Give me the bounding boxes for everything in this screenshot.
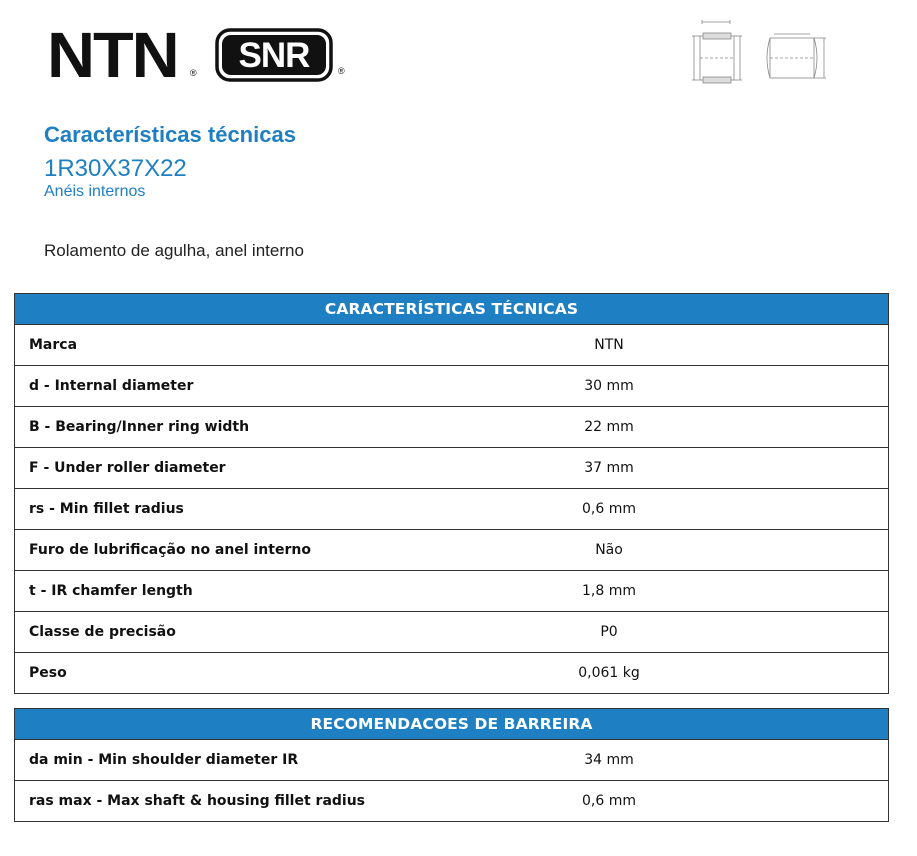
row-value: 34 mm <box>584 752 634 768</box>
row-label: Marca <box>29 337 78 353</box>
table-row <box>15 406 888 447</box>
table-row <box>15 324 888 365</box>
row-value: 30 mm <box>584 378 634 394</box>
table-row <box>15 488 888 529</box>
row-value: Não <box>595 542 623 558</box>
snr-logo-badge <box>215 28 335 82</box>
row-value: NTN <box>594 337 624 353</box>
row-label: da min - Min shoulder diameter IR <box>29 752 299 768</box>
technical-drawings <box>688 18 833 93</box>
recommendations-table <box>14 708 889 822</box>
row-value: 22 mm <box>584 419 634 435</box>
row-value: 37 mm <box>584 460 634 476</box>
ntn-registered-mark: ® <box>190 68 197 78</box>
row-value: P0 <box>600 624 618 640</box>
row-label: d - Internal diameter <box>29 378 194 394</box>
technical-table-heading: CARACTERÍSTICAS TÉCNICAS <box>15 294 888 324</box>
row-label: B - Bearing/Inner ring width <box>29 419 250 435</box>
row-label: ras max - Max shaft & housing fillet radius <box>29 793 366 809</box>
page-title: Características técnicas <box>44 122 296 147</box>
row-label: Peso <box>29 665 67 681</box>
bearing-drawing-icon <box>688 18 833 93</box>
table-row <box>15 780 888 821</box>
recommendations-table-heading: RECOMENDACOES DE BARREIRA <box>15 709 888 739</box>
product-description: Rolamento de agulha, anel interno <box>44 241 304 260</box>
ntn-logo-text: NTN <box>47 19 178 91</box>
row-value: 0,6 mm <box>582 793 636 809</box>
product-family: Anéis internos <box>44 183 146 200</box>
snr-logo <box>215 28 335 82</box>
row-label: rs - Min fillet radius <box>29 501 184 517</box>
table-row <box>15 652 888 693</box>
table-row <box>15 365 888 406</box>
product-reference: 1R30X37X22 <box>44 155 187 182</box>
ntn-logo <box>47 19 178 91</box>
row-value: 0,061 kg <box>578 665 640 681</box>
snr-registered-mark: ® <box>338 66 345 76</box>
row-label: F - Under roller diameter <box>29 460 226 476</box>
row-label: Furo de lubrificação no anel interno <box>29 542 311 558</box>
technical-characteristics-table <box>14 293 889 694</box>
table-row <box>15 447 888 488</box>
row-value: 1,8 mm <box>582 583 636 599</box>
table-row <box>15 529 888 570</box>
snr-logo-text: SNR <box>238 36 310 75</box>
table-row <box>15 739 888 780</box>
row-value: 0,6 mm <box>582 501 636 517</box>
row-label: Classe de precisão <box>29 624 176 640</box>
row-label: t - IR chamfer length <box>29 583 193 599</box>
table-row <box>15 570 888 611</box>
table-row <box>15 611 888 652</box>
